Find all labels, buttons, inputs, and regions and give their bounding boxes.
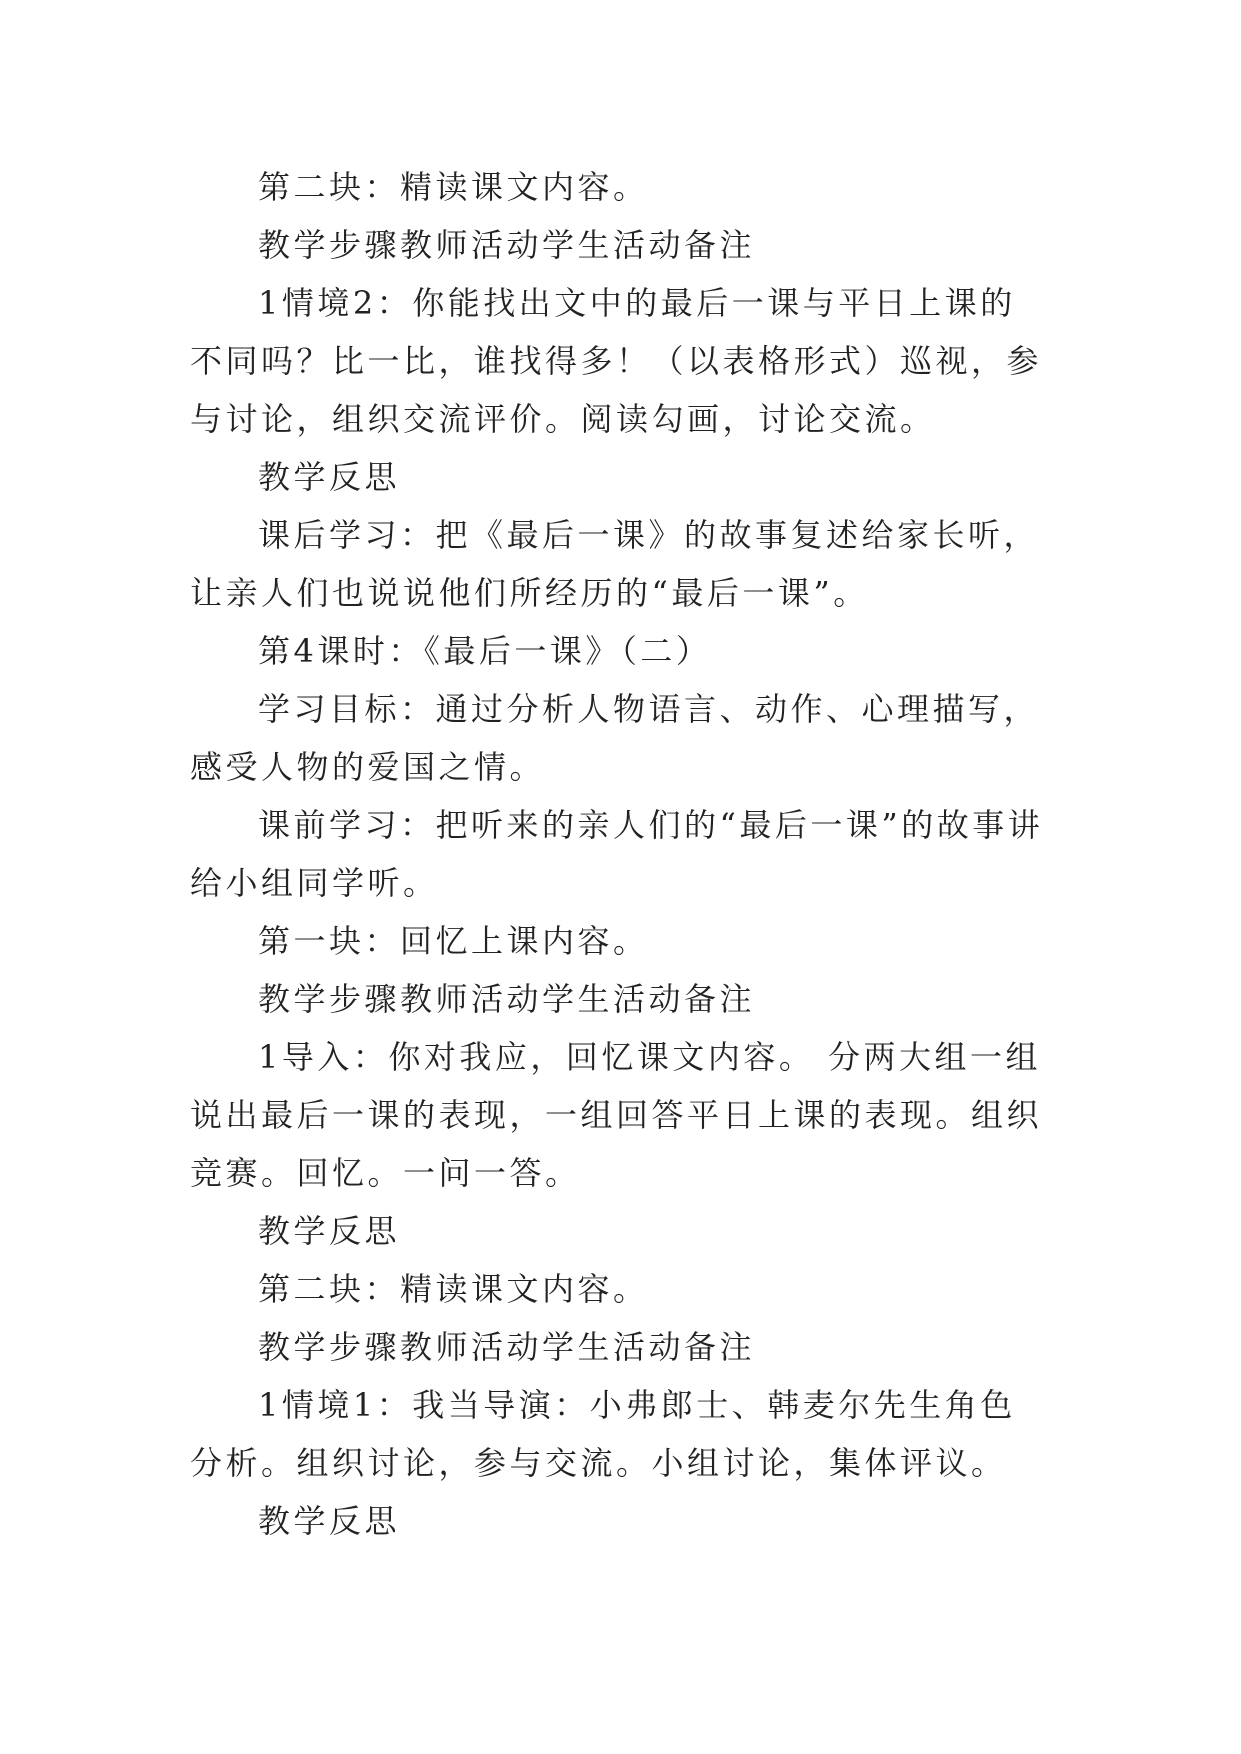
table-header-line: 教学步骤教师活动学生活动备注	[258, 226, 756, 264]
table-header-line: 教学步骤教师活动学生活动备注	[258, 980, 756, 1018]
reflection-heading: 教学反思	[258, 1212, 401, 1250]
body-paragraph: 学习目标：通过分析人物语言、动作、心理描写，感受人物的爱国之情。	[190, 690, 1040, 786]
section-heading: 第二块：精读课文内容。	[258, 168, 649, 206]
table-header-line: 教学步骤教师活动学生活动备注	[258, 1328, 756, 1366]
body-paragraph: 1导入：你对我应，回忆课文内容。 分两大组一组说出最后一课的表现，一组回答平日上课的表现。组织竞赛。回忆。一问一答。	[190, 1038, 1043, 1192]
section-heading: 第一块：回忆上课内容。	[258, 922, 649, 960]
document-body	[190, 158, 1050, 1550]
body-paragraph: 1情境2：你能找出文中的最后一课与平日上课的不同吗？比一比，谁找得多！（以表格形式）巡视，参与讨论，组织交流评价。阅读勾画，讨论交流。	[190, 284, 1043, 438]
reflection-heading: 教学反思	[258, 1502, 401, 1540]
lesson-title: 第4课时：《最后一课》（二）	[258, 632, 712, 670]
body-paragraph: 课后学习：把《最后一课》的故事复述给家长听，让亲人们也说说他们所经历的“最后一课”。	[190, 516, 1040, 612]
section-heading: 第二块：精读课文内容。	[258, 1270, 649, 1308]
reflection-heading: 教学反思	[258, 458, 401, 496]
body-paragraph: 课前学习：把听来的亲人们的“最后一课”的故事讲给小组同学听。	[190, 806, 1044, 902]
body-paragraph: 1情境1：我当导演：小弗郎士、韩麦尔先生角色分析。组织讨论，参与交流。小组讨论，集体评议。	[190, 1386, 1016, 1482]
